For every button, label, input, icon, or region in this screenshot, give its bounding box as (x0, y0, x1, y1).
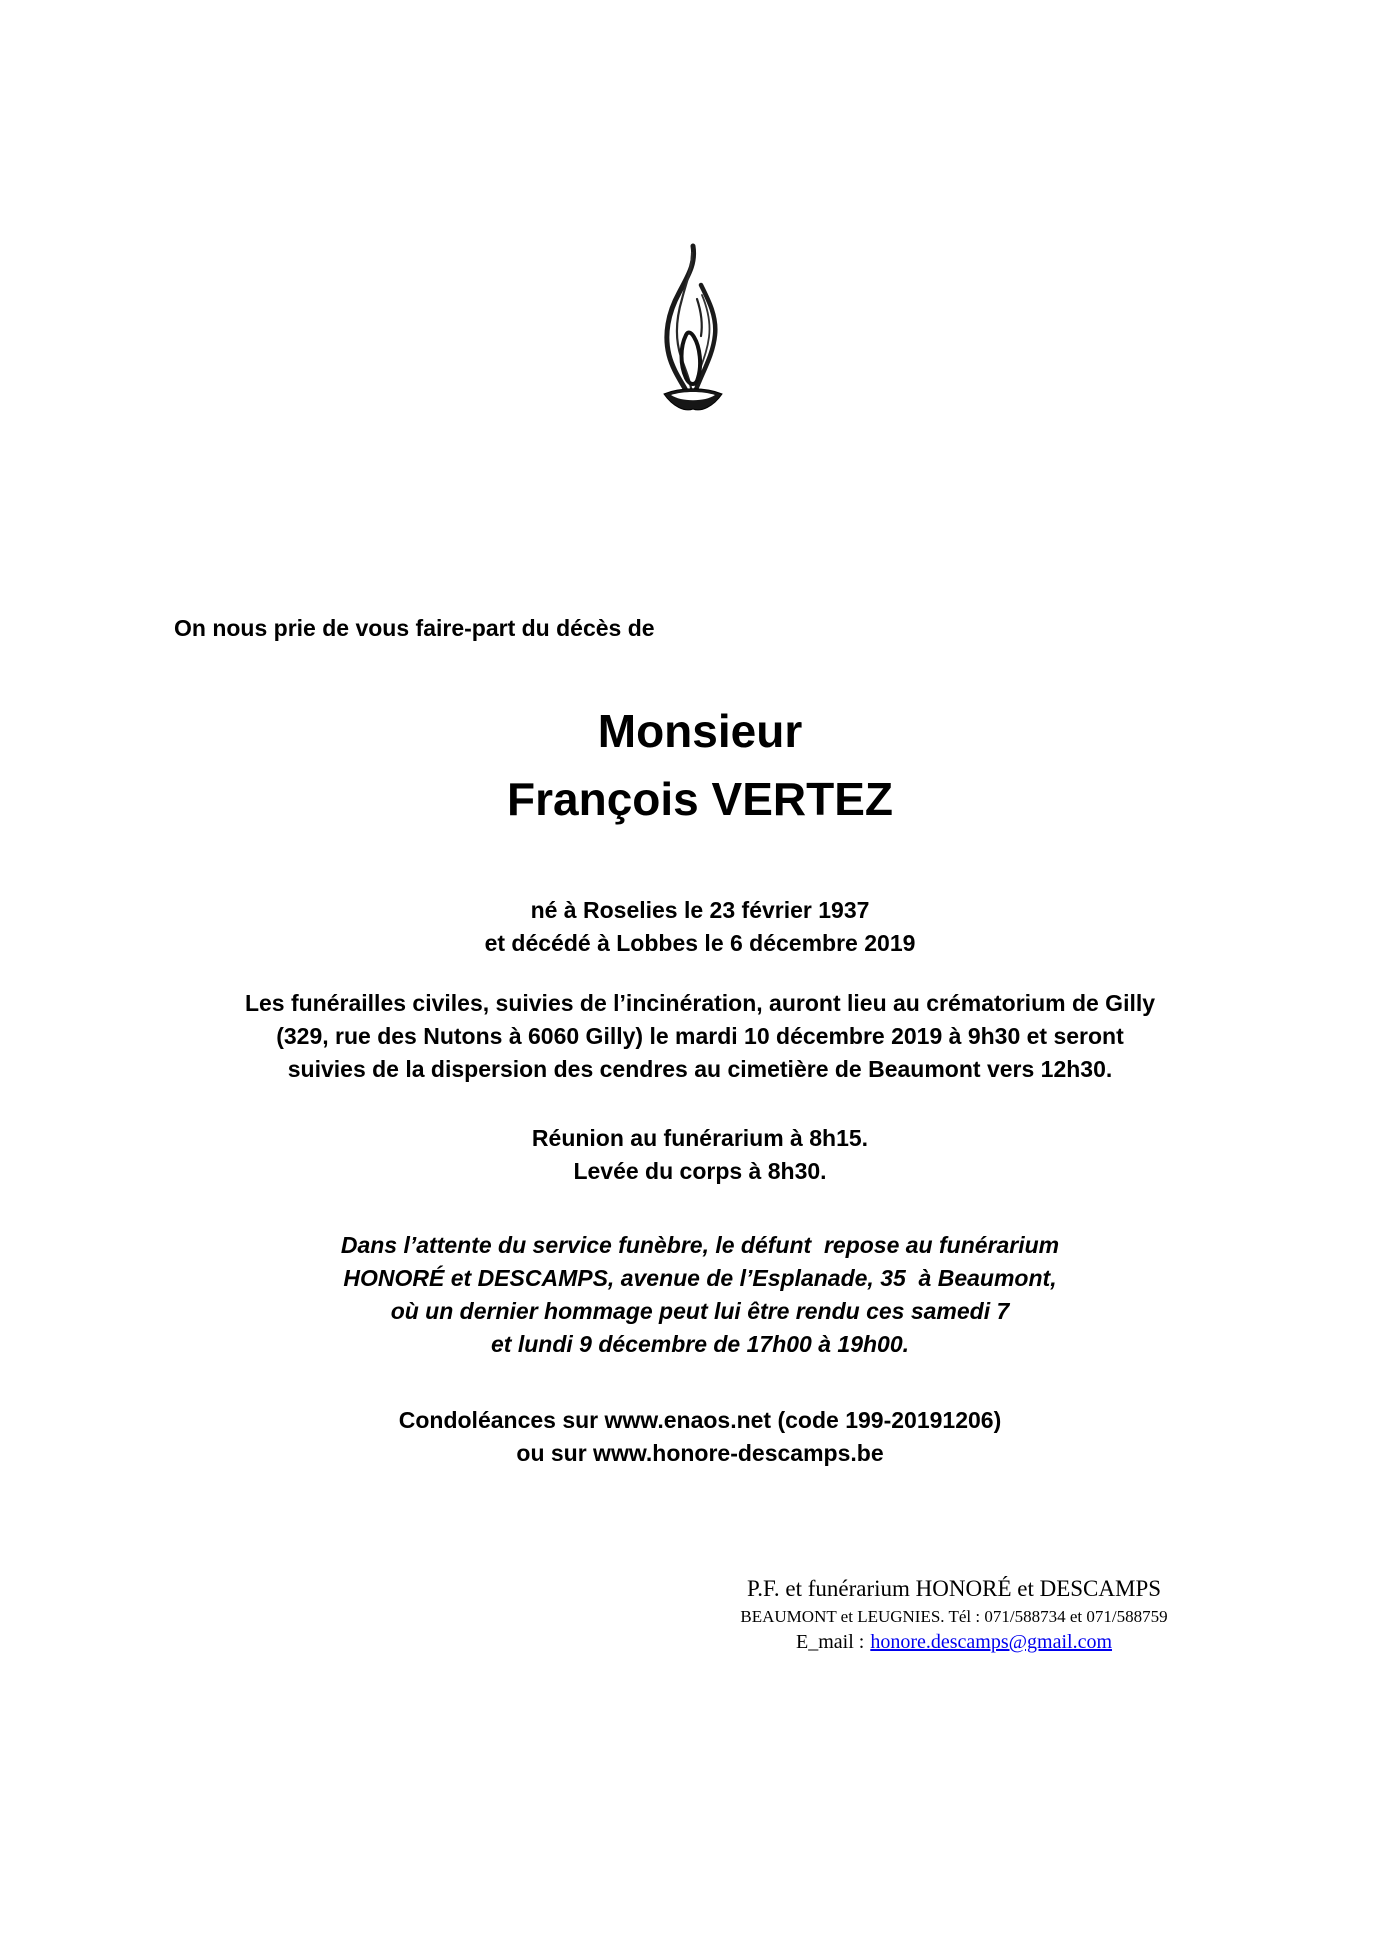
dates-block (149, 894, 1251, 960)
funeral-line: Les funérailles civiles, suivies de l’incinération, auront lieu au crématorium de Gilly (244, 990, 1156, 1016)
resting-line: Dans l’attente du service funèbre, le défunt repose au funérarium (340, 1232, 1060, 1258)
condolences-block (149, 1404, 1251, 1470)
funeral-block (149, 987, 1251, 1086)
funeral-line: (329, rue des Nutons à 6060 Gilly) le mardi 10 décembre 2019 à 9h30 et seront (276, 1023, 1124, 1049)
funeral-home-contact: BEAUMONT et LEUGNIES. Tél : 071/588734 et 071/588759 (740, 1607, 1168, 1626)
condolences-line: ou sur www.honore-descamps.be (516, 1440, 884, 1466)
email-link[interactable]: honore.descamps@gmail.com (870, 1631, 1113, 1653)
deceased-name: François VERTEZ (507, 773, 893, 825)
funeral-line: suivies de la dispersion des cendres au cimetière de Beaumont vers 12h30. (287, 1056, 1113, 1082)
resting-line: où un dernier hommage peut lui être rendu ces samedi 7 (390, 1298, 1010, 1324)
resting-block (149, 1229, 1251, 1361)
resting-line: et lundi 9 décembre de 17h00 à 19h00. (490, 1331, 910, 1357)
meeting-line: Levée du corps à 8h30. (573, 1158, 827, 1184)
condolences-line: Condoléances sur www.enaos.net (code 199-20191206) (398, 1407, 1002, 1433)
meeting-line: Réunion au funérarium à 8h15. (531, 1125, 869, 1151)
flame-logo-icon (655, 243, 729, 415)
meeting-block (149, 1122, 1251, 1188)
email-label: E_mail : (795, 1631, 865, 1653)
death-line: et décédé à Lobbes le 6 décembre 2019 (484, 930, 916, 956)
deceased-name-block (149, 697, 1251, 833)
email-line (710, 1629, 1198, 1656)
intro-text: On nous prie de vous faire-part du décès de (174, 615, 655, 641)
funeral-home-name: P.F. et funérarium HONORÉ et DESCAMPS (746, 1576, 1162, 1601)
birth-line: né à Roselies le 23 février 1937 (530, 897, 870, 923)
deceased-title: Monsieur (597, 705, 803, 757)
funeral-home-footer (710, 1574, 1198, 1656)
resting-line: HONORÉ et DESCAMPS, avenue de l’Esplanade, 35 à Beaumont, (343, 1265, 1057, 1291)
